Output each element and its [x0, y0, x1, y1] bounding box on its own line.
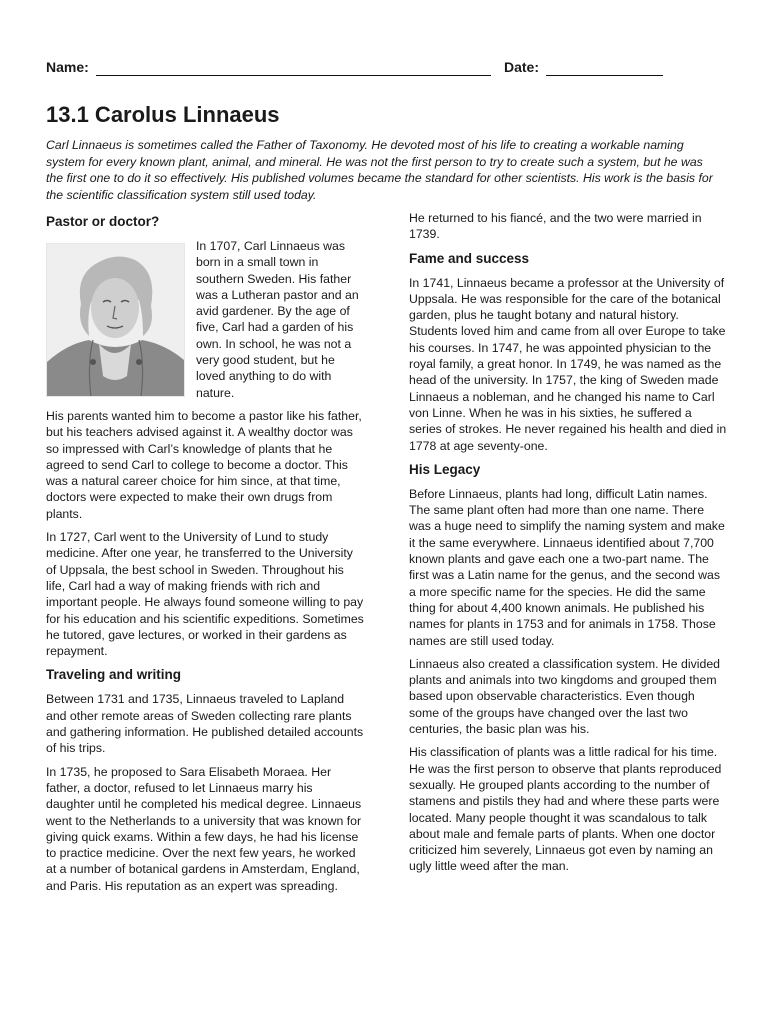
header-row	[46, 59, 666, 79]
page-title: 13.1 Carolus Linnaeus	[46, 102, 280, 127]
name-blank-line[interactable]	[96, 75, 491, 76]
travel-paragraph-2: In 1735, he proposed to Sara Elisabeth Moraea. Her father, a doctor, refused to let Linnaeus marry his daughter until he completed his medical degree. Linnaeus went to the Netherlands to a university that was known for giving quick exams. Within a few days, he had his license to practice medicine. Over the next few years, he worked at a number of botanical gardens in Amsterdam, England, and Paris. His reputation as an expert was spreading.	[46, 764, 362, 893]
section-heading-fame: Fame and success	[409, 250, 530, 266]
legacy-paragraph-3: His classification of plants was a little radical for his time. He was the first person to observe that plants reproduced sexually. He grouped plants according to the number of stamens and pistils they had and where these parts were located. Many people thought it was scandalous to talk about male and female parts of plants. When one doctor criticized him severely, Linnaeus got even by naming an ugly little weed after the man.	[409, 745, 722, 874]
date-blank-line[interactable]	[546, 75, 663, 76]
right-column	[409, 210, 727, 882]
section-heading-legacy: His Legacy	[409, 461, 481, 477]
fame-paragraph-1: In 1741, Linnaeus became a professor at the University of Uppsala. He was responsible for the care of the botanical garden, plus he taught botany and natural history. Students loved him and came from all over Europe to take his courses. In 1747, he was appointed physician to the royal family, a great honor. In 1749, he was named as the head of the university. In 1757, the king of Sweden made Linnaeus a nobleman, and he changed his name to Carl von Linne. When he was in his sixties, he suffered a series of strokes. He never regained his health and died in 1778 at age seventy-one.	[409, 275, 727, 453]
pastor-paragraph-3: In 1727, Carl went to the University of Lund to study medicine. After one year, he transferred to the University of Uppsala, the best school in Sweden. Throughout his life, Carl had a way of making friends with rich and important people. He always found someone willing to pay for his education and his scientific expeditions. Sometimes he tutored, gave lectures, or worked in their gardens as repayment.	[46, 530, 364, 659]
name-label: Name:	[46, 59, 89, 75]
travel-paragraph-1: Between 1731 and 1735, Linnaeus traveled to Lapland and other remote areas of Sweden collecting rare plants and gathering information. He published detailed accounts of his trips.	[46, 692, 364, 756]
intro-paragraph: Carl Linnaeus is sometimes called the Father of Taxonomy. He devoted most of his life to creating a workable naming system for every known plant, animal, and mineral. He was not the first person to try to create such a system, but he was the first one to do it so effectively. His published volumes became the standard for other scientists. His work is the basis for the scientific classification system still used today.	[46, 138, 713, 202]
section-heading-travel: Traveling and writing	[46, 667, 182, 683]
continued-paragraph: He returned to his fiancé, and the two were married in 1739.	[409, 211, 702, 242]
portrait-engraving-icon	[47, 244, 184, 396]
date-label: Date:	[504, 59, 540, 75]
legacy-paragraph-2: Linnaeus also created a classification system. He divided plants and animals into two kingdoms and grouped them based upon observable characteristics. Even though some of the groups have changed over the last two centuries, the basic plan was his.	[409, 656, 721, 737]
pastor-paragraph-1: In 1707, Carl Linnaeus was born in a small town in southern Sweden. His father was a Lutheran pastor and an avid gardener. By the age of five, Carl had a garden of his own. In school, he was not a very good student, but he loved anything to do with nature.	[196, 239, 359, 400]
linnaeus-portrait	[46, 243, 185, 397]
section-heading-pastor: Pastor or doctor?	[46, 214, 160, 229]
legacy-paragraph-1: Before Linnaeus, plants had long, difficult Latin names. The same plant often had more than one name. There was a huge need to simplify the naming system and make it the same everywhere. Linnaeus identified about 7,700 known plants and gave each one a two-part name. The first was a Latin name for the genus, and the second was a more specific name for the species. He did the same thing for about 4,400 known animals. He published his names for plants in 1753 and for animals in 1758. Those names are still used today.	[409, 486, 725, 648]
left-column	[46, 213, 364, 901]
pastor-paragraph-2: His parents wanted him to become a pastor like his father, but his teachers advised against it. A wealthy doctor was so impressed with Carl’s knowledge of plants that he agreed to send Carl to college to become a doctor. This was a natural career choice for him since, at that time, doctors were expected to make their own drugs from plants.	[46, 408, 362, 521]
